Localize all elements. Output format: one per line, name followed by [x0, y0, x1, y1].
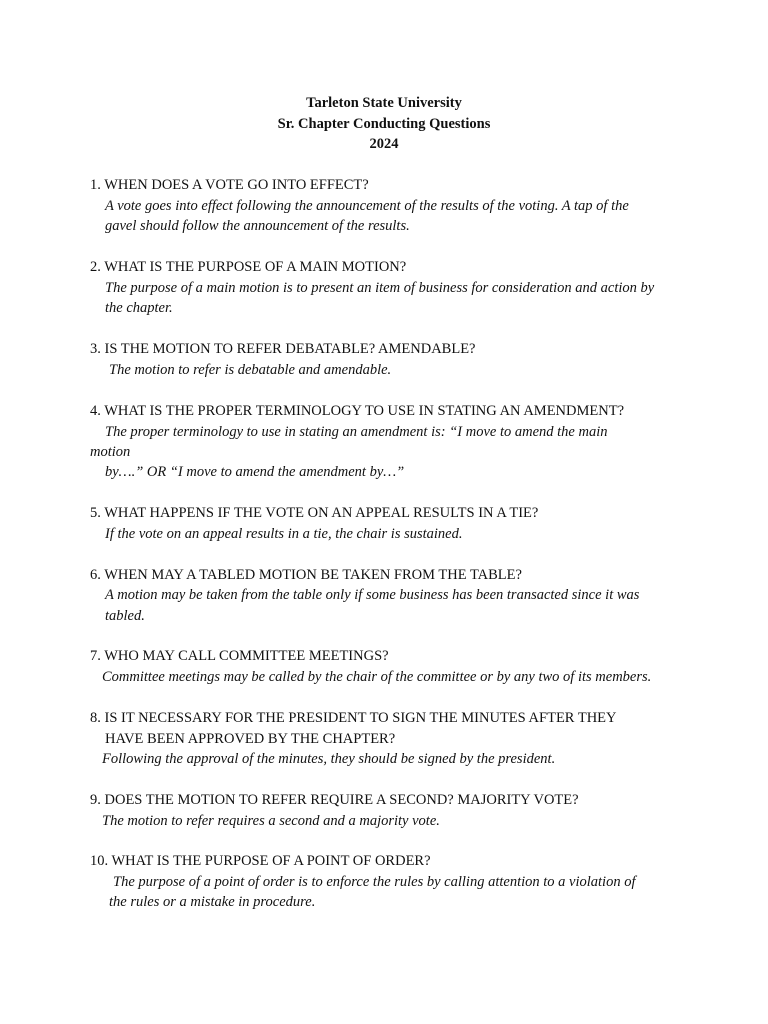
answer-1-line-1: A vote goes into effect following the announcement of the results of the voting. A tap of the: [105, 198, 629, 214]
answer-6-line-2: tabled.: [105, 608, 145, 624]
document-year: 2024: [369, 136, 399, 152]
answer-9-line-1: The motion to refer requires a second and a majority vote.: [102, 813, 440, 829]
answer-3-line-1: The motion to refer is debatable and amendable.: [109, 362, 392, 378]
answer-1-line-2: gavel should follow the announcement of the results.: [105, 218, 410, 234]
answer-5-line-1: If the vote on an appeal results in a tie, the chair is sustained.: [105, 526, 463, 542]
university-title: Tarleton State University: [306, 95, 462, 111]
answer-4-line-3: by….” OR “I move to amend the amendment by…”: [105, 464, 405, 480]
question-6-line-1: 6. WHEN MAY A TABLED MOTION BE TAKEN FROM THE TABLE?: [90, 567, 522, 583]
question-7-line-1: 7. WHO MAY CALL COMMITTEE MEETINGS?: [90, 648, 389, 664]
question-8-line-1: 8. IS IT NECESSARY FOR THE PRESIDENT TO SIGN THE MINUTES AFTER THEY: [90, 710, 617, 726]
document-subtitle: Sr. Chapter Conducting Questions: [277, 115, 491, 132]
answer-4-line-2: motion: [90, 444, 131, 460]
question-3-line-1: 3. IS THE MOTION TO REFER DEBATABLE? AMENDABLE?: [90, 341, 476, 357]
question-9-line-1: 9. DOES THE MOTION TO REFER REQUIRE A SECOND? MAJORITY VOTE?: [90, 792, 579, 808]
question-8-line-2: HAVE BEEN APPROVED BY THE CHAPTER?: [105, 731, 396, 747]
answer-10-line-1: The purpose of a point of order is to enforce the rules by calling attention to a violation of: [113, 874, 636, 890]
answer-4-line-1: The proper terminology to use in stating an amendment is: “I move to amend the main: [105, 424, 608, 440]
answer-8-line-1: Following the approval of the minutes, they should be signed by the president.: [102, 751, 556, 767]
question-2-line-1: 2. WHAT IS THE PURPOSE OF A MAIN MOTION?: [90, 259, 407, 275]
question-5-line-1: 5. WHAT HAPPENS IF THE VOTE ON AN APPEAL RESULTS IN A TIE?: [90, 505, 539, 521]
question-1-line-1: 1. WHEN DOES A VOTE GO INTO EFFECT?: [90, 177, 369, 193]
document-header: [0, 93, 768, 155]
answer-2-line-1: The purpose of a main motion is to present an item of business for consideration and action by: [105, 280, 655, 296]
answer-10-line-2: the rules or a mistake in procedure.: [109, 894, 316, 910]
answer-6-line-1: A motion may be taken from the table only if some business has been transacted since it was: [105, 587, 640, 603]
answer-2-line-2: the chapter.: [105, 300, 173, 316]
answer-7-line-1: Committee meetings may be called by the chair of the committee or by any two of its members.: [102, 669, 652, 685]
question-4-line-1: 4. WHAT IS THE PROPER TERMINOLOGY TO USE IN STATING AN AMENDMENT?: [90, 403, 625, 419]
question-10-line-1: 10. WHAT IS THE PURPOSE OF A POINT OF ORDER?: [90, 853, 431, 869]
